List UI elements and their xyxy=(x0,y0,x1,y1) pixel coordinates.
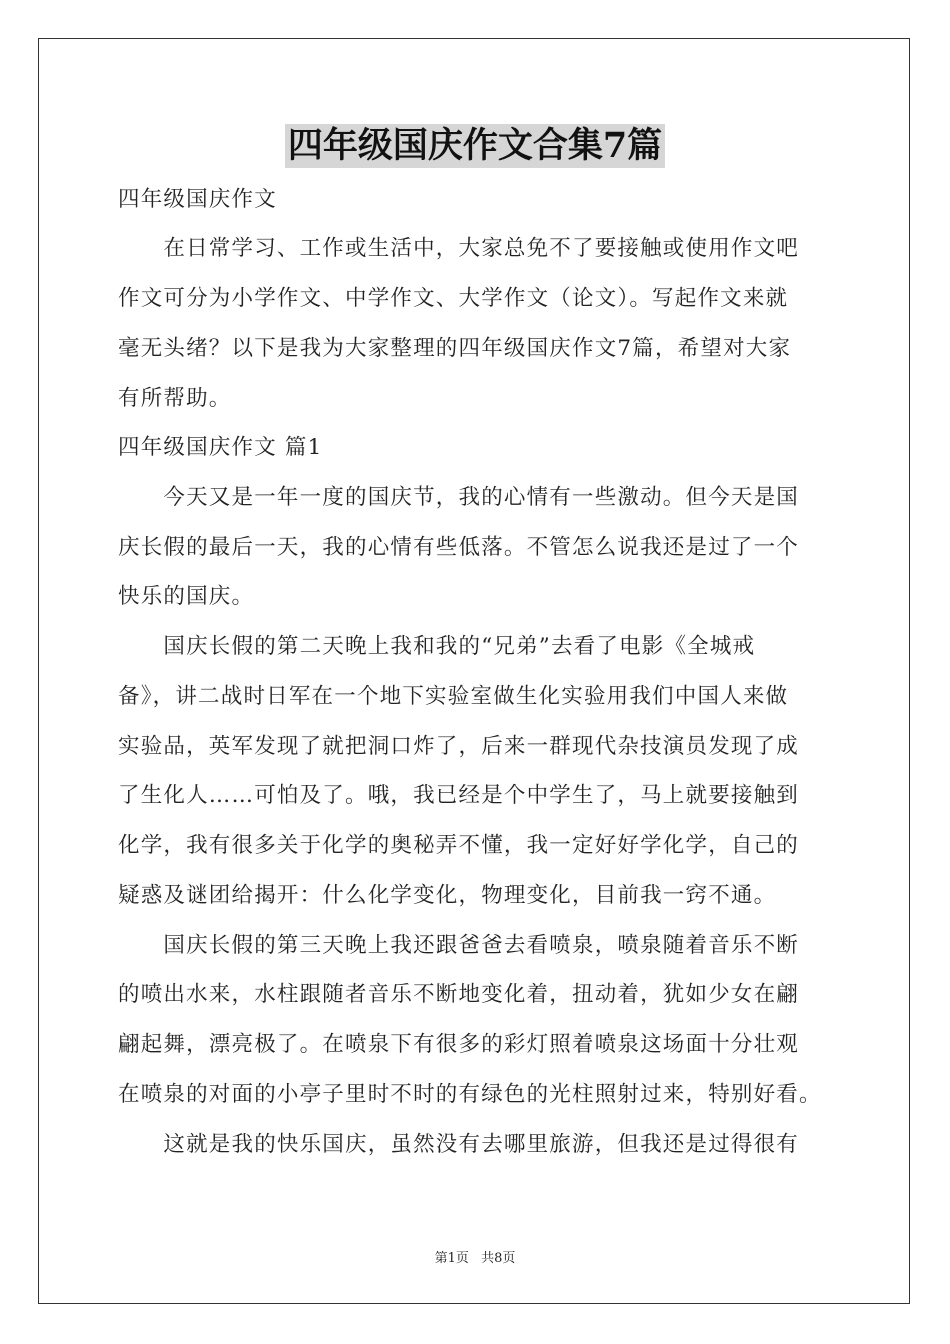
document-title: 四年级国庆作文合集7篇 xyxy=(285,124,665,168)
body-line: 实验品，英军发现了就把洞口炸了，后来一群现代杂技演员发现了成 xyxy=(118,734,800,759)
page-total: 共8页 xyxy=(481,1251,516,1266)
body-line: 有所帮助。 xyxy=(118,386,232,411)
title-container xyxy=(0,124,950,168)
page-number: 第1页 xyxy=(434,1251,469,1266)
body-line: 在日常学习、工作或生活中，大家总免不了要接触或使用作文吧 xyxy=(118,236,800,261)
body-line: 的喷出水来，水柱跟随者音乐不断地变化着，扭动着，犹如少女在翩 xyxy=(118,982,800,1007)
body-line: 翩起舞，漂亮极了。在喷泉下有很多的彩灯照着喷泉这场面十分壮观 xyxy=(118,1032,800,1057)
page-footer xyxy=(0,1247,950,1266)
body-line: 了生化人……可怕及了。哦，我已经是个中学生了，马上就要接触到 xyxy=(118,783,800,808)
body-line: 疑惑及谜团给揭开：什么化学变化，物理变化，目前我一窍不通。 xyxy=(118,883,777,908)
body-line: 今天又是一年一度的国庆节，我的心情有一些激动。但今天是国 xyxy=(118,485,800,510)
section-heading-intro: 四年级国庆作文 xyxy=(118,187,277,212)
body-line: 在喷泉的对面的小亭子里时不时的有绿色的光柱照射过来，特别好看。 xyxy=(118,1082,822,1107)
section-heading-essay-1: 四年级国庆作文 篇1 xyxy=(118,435,323,460)
body-line: 这就是我的快乐国庆，虽然没有去哪里旅游，但我还是过得很有 xyxy=(118,1132,800,1157)
body-line: 备》，讲二战时日军在一个地下实验室做生化实验用我们中国人来做 xyxy=(118,684,789,709)
body-line: 作文可分为小学作文、中学作文、大学作文（论文）。写起作文来就 xyxy=(118,286,789,311)
body-line: 国庆长假的第二天晚上我和我的“兄弟”去看了电影《全城戒 xyxy=(118,634,756,659)
body-line: 毫无头绪？以下是我为大家整理的四年级国庆作文7篇，希望对大家 xyxy=(118,336,792,361)
page-border xyxy=(38,38,910,1304)
body-line: 国庆长假的第三天晚上我还跟爸爸去看喷泉，喷泉随着音乐不断 xyxy=(118,933,800,958)
body-line: 快乐的国庆。 xyxy=(118,584,255,609)
body-line: 化学，我有很多关于化学的奥秘弄不懂，我一定好好学化学，自己的 xyxy=(118,833,800,858)
body-line: 庆长假的最后一天，我的心情有些低落。不管怎么说我还是过了一个 xyxy=(118,535,800,560)
